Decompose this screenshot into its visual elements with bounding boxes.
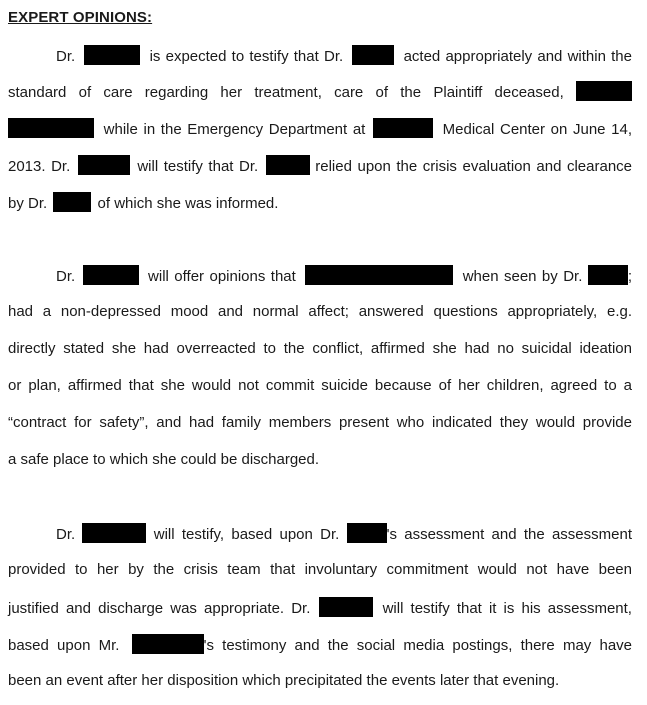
text-fragment: 's testimony and the social media postings, there may have [203, 637, 632, 654]
text-fragment: while in the Emergency Department at [103, 121, 366, 138]
text-fragment: is expected to testify that Dr. [149, 48, 344, 65]
text-fragment: ; [627, 268, 632, 285]
text-fragment: Dr. [56, 526, 76, 543]
text-fragment: 2013. Dr. [8, 158, 71, 175]
redaction-bar [576, 81, 632, 101]
redaction-bar [266, 155, 310, 175]
p3-line-1 [56, 523, 632, 543]
p3-line-5: been an event after her disposition which precipitated the events later that evening. [8, 672, 560, 689]
redaction-bar [8, 118, 94, 138]
text-fragment: Dr. [56, 268, 76, 285]
text-fragment: will testify that it is his assessment, [382, 600, 632, 617]
text-fragment: justified and discharge was appropriate. Dr. [8, 600, 311, 617]
redaction-bar [305, 265, 453, 285]
redaction-bar [373, 118, 433, 138]
p2-line-6: a safe place to which she could be discharged. [8, 451, 320, 468]
p2-line-5: “contract for safety”, and had family members present who indicated they would provide [8, 414, 632, 431]
p3-line-3 [8, 597, 632, 617]
redaction-bar [78, 155, 130, 175]
text-fragment: will testify that Dr. [137, 158, 259, 175]
p2-line-1 [56, 265, 632, 285]
text-fragment: when seen by Dr. [462, 268, 583, 285]
p1-line-1 [56, 45, 632, 65]
text-fragment: 's assessment and the assessment [386, 526, 633, 543]
redaction-bar [132, 634, 204, 654]
text-fragment: of which she was informed. [97, 195, 279, 212]
text-fragment: will offer opinions that [148, 268, 296, 285]
p1-line-3 [8, 118, 632, 138]
redaction-bar [319, 597, 373, 617]
p1-line-4 [8, 155, 632, 175]
redaction-bar [82, 523, 146, 543]
text-fragment: based upon Mr. [8, 637, 120, 654]
p3-line-4 [8, 634, 632, 654]
text-fragment: acted appropriately and within the [403, 48, 632, 65]
redaction-bar [588, 265, 628, 285]
redaction-bar [83, 265, 139, 285]
redaction-bar [53, 192, 91, 212]
text-fragment: standard of care regarding her treatment, care of the Plaintiff deceased, [8, 84, 564, 101]
section-heading: EXPERT OPINIONS: [8, 9, 153, 26]
p2-line-3: directly stated she had overreacted to the conflict, affirmed she had no suicidal ideation [8, 340, 632, 357]
redaction-bar [347, 523, 387, 543]
text-fragment: Dr. [56, 48, 76, 65]
p3-line-2: provided to her by the crisis team that involuntary commitment would not have been [8, 561, 632, 578]
p1-line-5 [8, 192, 632, 212]
p2-line-2: had a non-depressed mood and normal affect; answered questions appropriately, e.g. [8, 303, 632, 320]
text-fragment: relied upon the crisis evaluation and clearance [315, 158, 633, 175]
text-fragment: by Dr. [8, 195, 48, 212]
p2-line-4: or plan, affirmed that she would not commit suicide because of her children, agreed to a [8, 377, 632, 394]
redaction-bar [352, 45, 394, 65]
p1-line-2 [8, 81, 632, 101]
text-fragment: Medical Center on June 14, [442, 121, 633, 138]
text-fragment: will testify, based upon Dr. [153, 526, 340, 543]
redaction-bar [84, 45, 140, 65]
